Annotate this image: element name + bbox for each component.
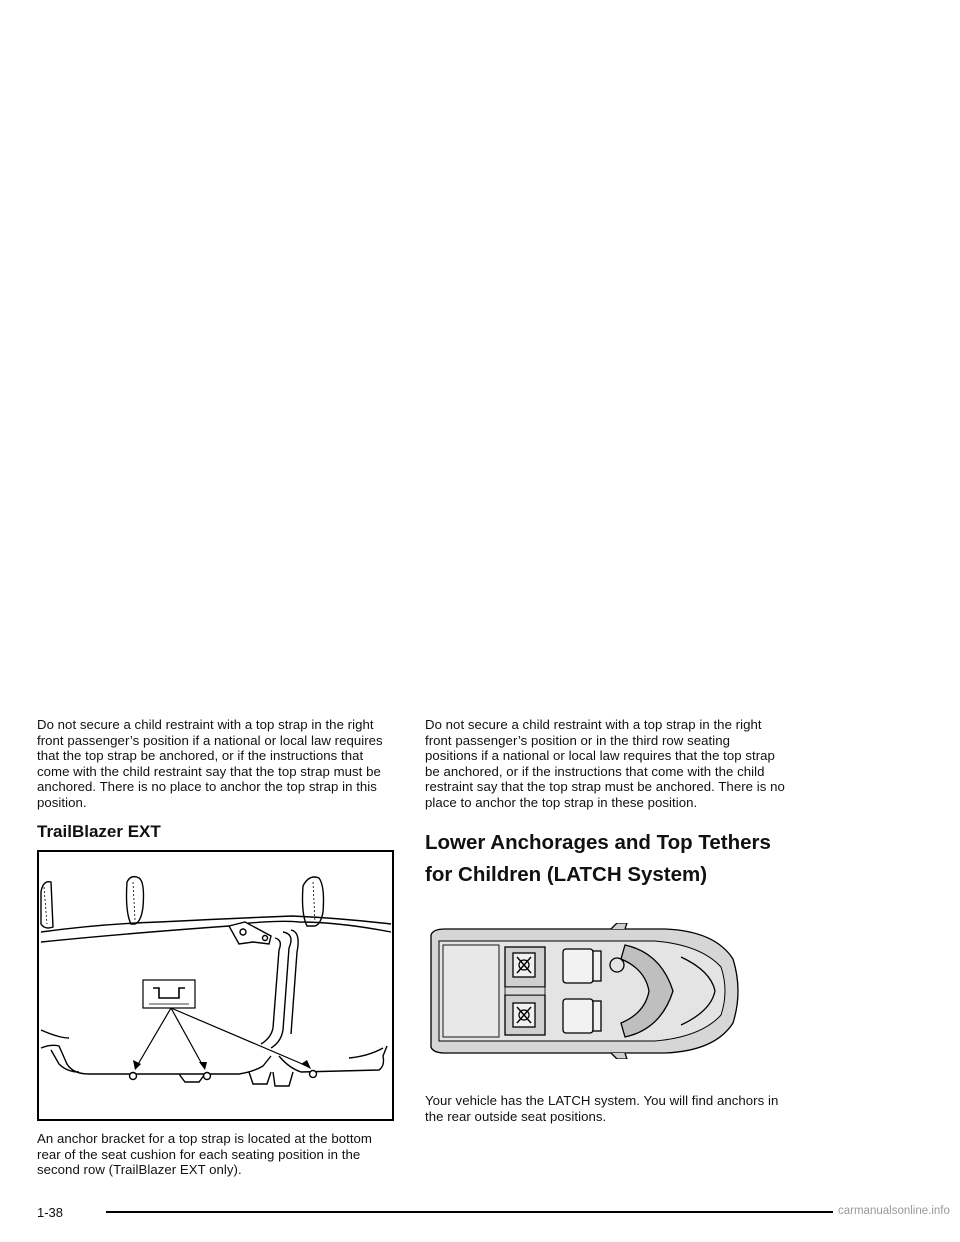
latch-heading-line1: Lower Anchorages and Top Tethers [425, 830, 771, 854]
right-column [425, 717, 785, 891]
page-number: 1-38 [37, 1205, 64, 1220]
rear-left-latch-seat-icon [505, 947, 545, 987]
latch-section-heading [425, 827, 785, 891]
latch-heading-line2: for Children (LATCH System) [425, 862, 708, 886]
anchor-bracket-label-icon [143, 980, 195, 1008]
anchor-bracket-caption: An anchor bracket for a top strap is located at the bottom rear of the seat cushion for each seating position in the second row (TrailBlazer EXT only). [37, 1131, 372, 1178]
footer-rule [106, 1211, 833, 1213]
left-paragraph-top-strap-warning: Do not secure a child restraint with a top strap in the right front passenger’s position if a national or local law requires that the top strap be anchored, or if the instructions that come with the child restraint say that the top strap must be anchored. There is no place to anchor the top strap in this position. [37, 717, 383, 810]
front-right-seat-icon [563, 999, 601, 1033]
latch-description: Your vehicle has the LATCH system. You will find anchors in the rear outside seat positions. [425, 1093, 779, 1124]
headrest-left-icon [41, 882, 53, 928]
left-column [37, 717, 397, 843]
headrest-right-icon [303, 877, 324, 926]
rear-right-latch-seat-icon [505, 995, 545, 1035]
front-left-seat-icon [563, 949, 601, 983]
right-paragraph-top-strap-warning: Do not secure a child restraint with a top strap in the right front passenger’s position or in the third row seating positions if a national or local law requires that the top strap be anchored, or if the instructions that come with the child restraint say that the top strap must be anchored. There is no place to anchor the top strap in these position. [425, 717, 785, 810]
watermark-text: carmanualsonline.info [838, 1205, 950, 1217]
seatback-hinge-icon [229, 922, 271, 944]
headrest-center-icon [127, 877, 144, 924]
trailblazer-ext-heading: TrailBlazer EXT [37, 821, 161, 841]
latch-vehicle-top-view-illustration [425, 923, 747, 1059]
seat-anchor-illustration [37, 850, 394, 1121]
